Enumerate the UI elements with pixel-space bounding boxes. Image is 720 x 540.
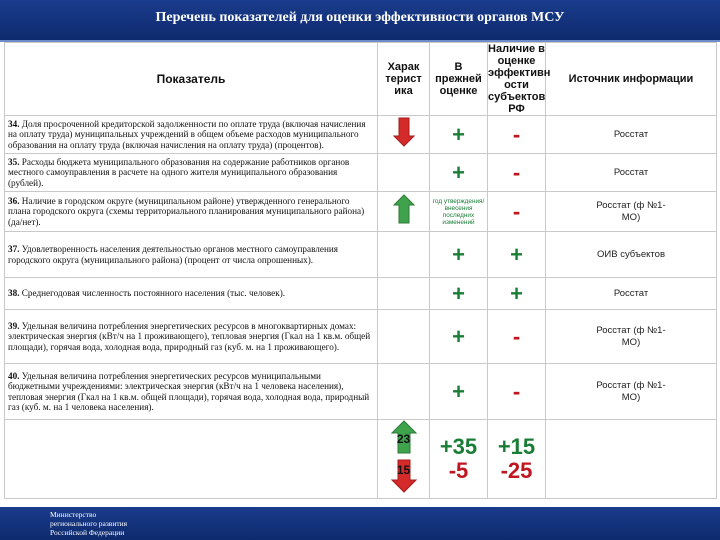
ministry-line-1: Министерство xyxy=(50,510,97,519)
source-text: Росстат (ф №1-МО) xyxy=(596,199,666,223)
indicators-table xyxy=(4,42,717,499)
previous-note: год утверждения/ внесения последних изменений xyxy=(432,197,485,226)
previous-sign: + xyxy=(452,280,465,306)
source-cell xyxy=(546,192,717,232)
indicator-text: Доля просроченной кредиторской задолженности по оплате труда (включая начисления на оплату труда) муниципальных учреждений в общем объеме расходов муниципального образования на оплату труда (включая начисления на оплату труда) (процентов). xyxy=(8,118,366,150)
regions-sign: - xyxy=(512,378,521,404)
table-row xyxy=(5,192,717,232)
previous-cell xyxy=(430,364,488,420)
indicator-text: Среднегодовая численность постоянного населения (тыс. человек). xyxy=(21,288,286,299)
totals-empty-cell xyxy=(5,420,378,499)
footer-bar xyxy=(0,507,720,540)
source-cell xyxy=(546,310,717,364)
regions-plus-total: +15 xyxy=(497,434,536,459)
previous-cell xyxy=(430,116,488,154)
previous-cell xyxy=(430,232,488,278)
regions-sign: - xyxy=(512,159,521,185)
characteristic-cell xyxy=(378,154,430,192)
previous-sign: + xyxy=(452,121,465,147)
indicator-text: Удельная величина потребления энергетических ресурсов в многоквартирных домах: электрическая энергия (кВт/ч на 1 проживающего), тепловая энергия (Гкал на 1 кв.м. общей площади), горячая вода, холодная вода, природный газ (куб. м. на 1 проживающего). xyxy=(8,320,371,352)
previous-cell xyxy=(430,310,488,364)
table-row xyxy=(5,278,717,310)
indicator-text: Расходы бюджета муниципального образования на содержание работников органов местного самоуправления в расчете на одного жителя муниципального образования (рублей). xyxy=(8,156,350,188)
previous-cell xyxy=(430,192,488,232)
regions-cell xyxy=(488,364,546,420)
indicator-cell xyxy=(5,364,378,420)
indicator-text: Удовлетворенность населения деятельностью органов местного самоуправления городского округа (муниципального района) (процент от числа опрошенных). xyxy=(8,244,339,265)
previous-sign: + xyxy=(452,159,465,185)
source-cell xyxy=(546,278,717,310)
column-header-regions: Наличие в оценке эффективн ости субъектов РФ xyxy=(488,43,551,115)
table-header-row xyxy=(5,43,717,116)
characteristic-cell xyxy=(378,232,430,278)
arrow-down-icon xyxy=(393,117,415,147)
up-count: 23 xyxy=(396,432,411,446)
regions-sign: - xyxy=(512,323,521,349)
regions-sign: - xyxy=(512,198,521,224)
source-text: Росстат xyxy=(613,287,649,299)
table-row xyxy=(5,154,717,192)
table-row xyxy=(5,232,717,278)
table-row xyxy=(5,364,717,420)
indicator-number: 38. xyxy=(8,288,20,299)
ministry-logo-text xyxy=(50,510,127,537)
ministry-line-3: Российской Федерации xyxy=(50,528,125,537)
indicator-cell xyxy=(5,154,378,192)
regions-cell xyxy=(488,232,546,278)
regions-cell xyxy=(488,310,546,364)
previous-sign: + xyxy=(452,378,465,404)
table-row xyxy=(5,310,717,364)
column-header-characteristic: Харак терист ика xyxy=(378,43,430,116)
regions-cell xyxy=(488,154,546,192)
indicator-cell xyxy=(5,278,378,310)
source-cell xyxy=(546,116,717,154)
regions-cell xyxy=(488,192,546,232)
source-cell xyxy=(546,232,717,278)
indicator-number: 35. xyxy=(8,156,20,167)
source-text: Росстат xyxy=(613,166,649,178)
column-header-previous: В прежней оценке xyxy=(430,43,488,116)
totals-up-arrow xyxy=(391,420,417,454)
characteristic-cell xyxy=(378,278,430,310)
previous-cell xyxy=(430,154,488,192)
table-row xyxy=(5,116,717,154)
indicator-cell xyxy=(5,116,378,154)
source-text: Росстат (ф №1-МО) xyxy=(596,379,666,403)
indicator-number: 39. xyxy=(8,320,20,331)
page-title: Перечень показателей для оценки эффективности органов МСУ xyxy=(155,10,565,25)
indicator-text: Наличие в городском округе (муниципальном районе) утвержденного генерального плана городского округа (схемы территориального планирования муниципального района) (да/нет). xyxy=(8,195,365,227)
totals-previous-cell xyxy=(430,420,488,499)
regions-sign: + xyxy=(510,280,523,306)
column-header-source: Источник информации xyxy=(546,43,717,116)
source-text: Росстат xyxy=(613,128,649,140)
indicator-number: 34. xyxy=(8,118,20,129)
indicator-cell xyxy=(5,192,378,232)
characteristic-cell xyxy=(378,116,430,154)
indicator-text: Удельная величина потребления энергетических ресурсов муниципальными бюджетными учреждениями: электрическая энергия (кВт/ч на 1 человека населения), тепловая энергия (Гкал на 1 кв.м. общей площади), горячая вода, холодная вода, природный газ (куб. м. на 1 человека населения). xyxy=(8,370,370,412)
column-header-indicator: Показатель xyxy=(5,43,378,116)
indicator-cell xyxy=(5,232,378,278)
characteristic-cell xyxy=(378,310,430,364)
arrow-up-icon xyxy=(393,194,415,224)
down-count: 15 xyxy=(396,463,411,477)
previous-plus-total: +35 xyxy=(439,434,478,459)
source-text: Росстат (ф №1-МО) xyxy=(596,324,666,348)
previous-minus-total: -5 xyxy=(448,458,469,483)
totals-down-arrow xyxy=(391,459,417,493)
totals-regions-cell xyxy=(488,420,546,499)
totals-source-cell xyxy=(546,420,717,499)
indicator-number: 37. xyxy=(8,244,20,255)
characteristic-cell xyxy=(378,192,430,232)
totals-row xyxy=(5,420,717,499)
previous-sign: + xyxy=(452,241,465,267)
indicator-number: 36. xyxy=(8,195,20,206)
characteristic-cell xyxy=(378,364,430,420)
indicator-number: 40. xyxy=(8,370,20,381)
totals-arrows-cell xyxy=(378,420,430,499)
source-cell xyxy=(546,364,717,420)
previous-sign: + xyxy=(452,323,465,349)
regions-sign: + xyxy=(510,241,523,267)
previous-cell xyxy=(430,278,488,310)
regions-cell xyxy=(488,278,546,310)
indicator-cell xyxy=(5,310,378,364)
source-cell xyxy=(546,154,717,192)
regions-sign: - xyxy=(512,121,521,147)
regions-minus-total: -25 xyxy=(500,458,533,483)
ministry-line-2: регионального развития xyxy=(50,519,128,528)
regions-cell xyxy=(488,116,546,154)
source-text: ОИВ субъектов xyxy=(597,248,665,260)
